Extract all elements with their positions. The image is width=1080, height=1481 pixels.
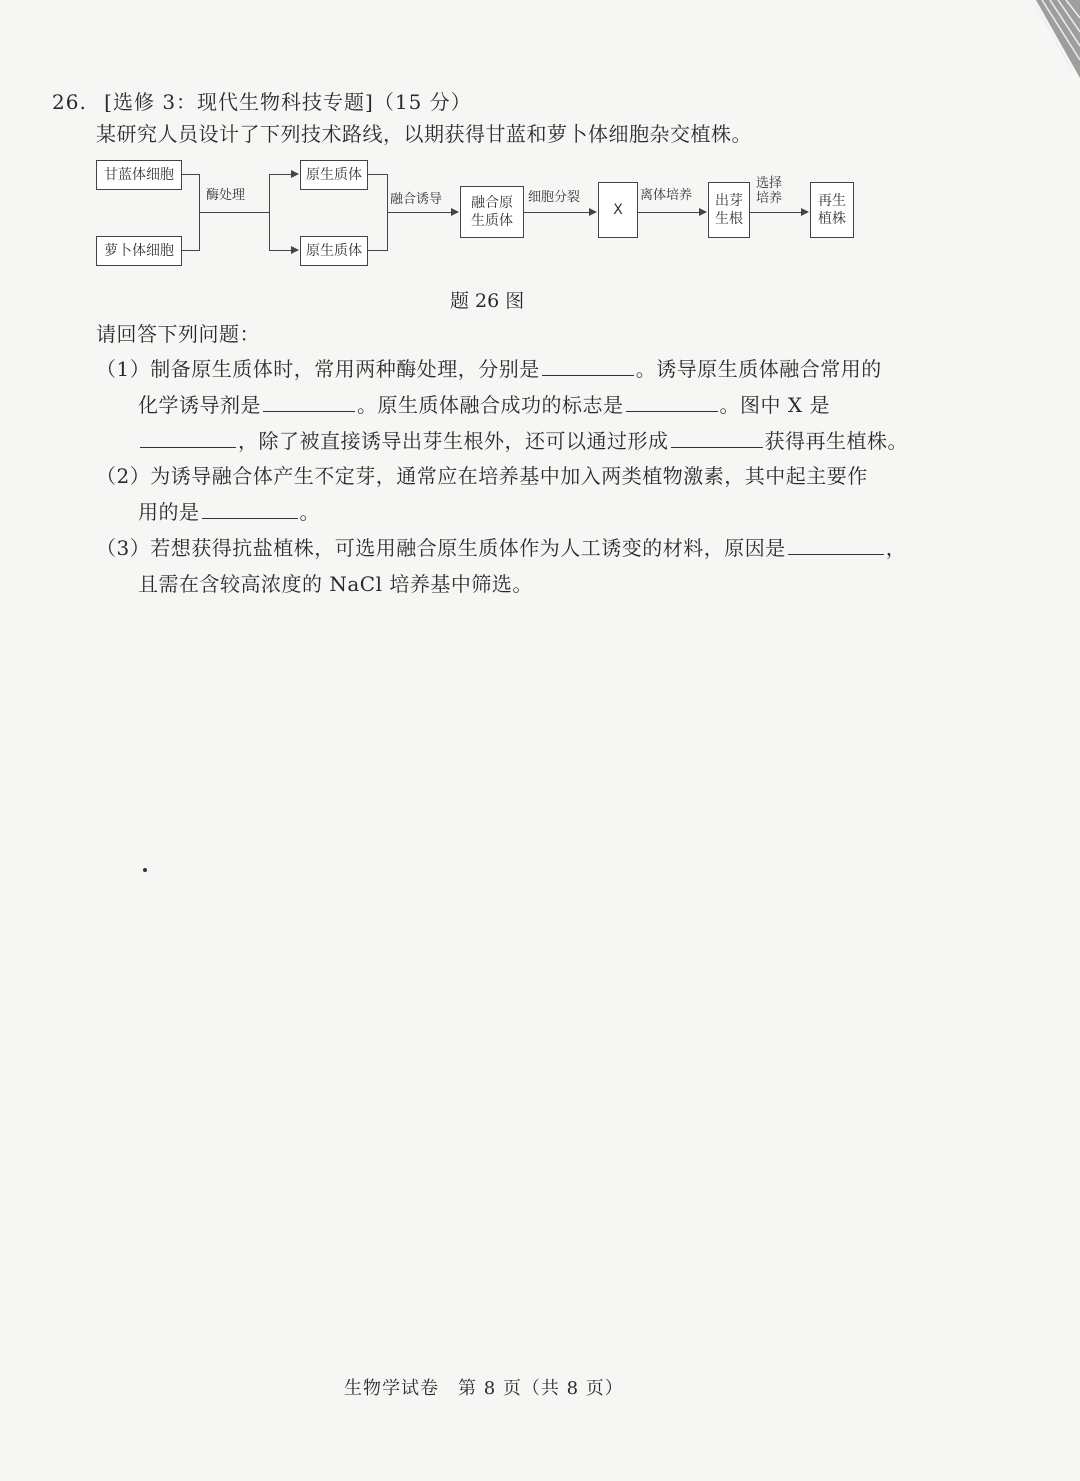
selection-line1: 选择 xyxy=(756,176,783,191)
q2-line1: （2）为诱导融合体产生不定芽，通常应在培养基中加入两类植物激素，其中起主要作 xyxy=(96,464,868,488)
corner-decoration-icon xyxy=(1032,0,1080,80)
q2-line2 xyxy=(138,498,320,526)
question-number: 26. xyxy=(52,90,87,114)
q1-text: 化学诱导剂是 xyxy=(138,393,261,417)
answer-blank[interactable] xyxy=(263,393,355,412)
figure-caption: 题 26 图 xyxy=(450,290,525,312)
cell-division-label: 细胞分裂 xyxy=(528,190,581,205)
enzyme-treatment-label: 酶处理 xyxy=(206,188,246,203)
regen-line2: 植株 xyxy=(818,211,846,227)
q1-line1 xyxy=(96,355,882,383)
sprout-root-box xyxy=(708,182,750,238)
arrow-icon xyxy=(291,246,299,254)
q1-text: ，除了被直接诱导出芽生根外，还可以通过形成 xyxy=(238,429,669,453)
arrow-icon xyxy=(451,208,459,216)
arrow-icon xyxy=(291,170,299,178)
sprout-line2: 生根 xyxy=(715,211,743,227)
arrow-icon xyxy=(699,208,707,216)
radish-cell-box: 萝卜体细胞 xyxy=(96,236,182,266)
fused-protoplast-box xyxy=(460,186,524,238)
selection-line2: 培养 xyxy=(756,191,783,206)
isolated-culture-label: 离体培养 xyxy=(640,188,693,203)
answer-blank[interactable] xyxy=(140,429,236,448)
page-footer: 生物学试卷 第 8 页（共 8 页） xyxy=(344,1378,624,1399)
q1-text: （1）制备原生质体时，常用两种酶处理，分别是 xyxy=(96,357,540,381)
selection-culture-label xyxy=(756,176,782,206)
q1-text: 获得再生植株。 xyxy=(764,429,908,453)
answer-blank[interactable] xyxy=(788,536,884,555)
arrow-icon xyxy=(801,208,809,216)
protoplast-top-box: 原生质体 xyxy=(300,160,368,190)
stray-mark xyxy=(143,868,147,872)
answer-prompt: 请回答下列问题： xyxy=(96,322,260,346)
q2-text: 用的是 xyxy=(138,500,200,524)
cabbage-cell-box: 甘蓝体细胞 xyxy=(96,160,182,190)
answer-blank[interactable] xyxy=(626,393,718,412)
q1-line3 xyxy=(138,427,908,455)
question-title: [选修 3：现代生物科技专题]（15 分） xyxy=(104,90,472,114)
arrow-icon xyxy=(589,208,597,216)
q1-text: 。诱导原生质体融合常用的 xyxy=(635,357,882,381)
q3-line1 xyxy=(96,534,906,562)
q3-text: ， xyxy=(885,536,907,560)
q1-text: 。图中 X 是 xyxy=(719,393,830,417)
answer-blank[interactable] xyxy=(202,500,298,519)
protoplast-bottom-box: 原生质体 xyxy=(300,236,368,266)
answer-blank[interactable] xyxy=(671,429,763,448)
sprout-line1: 出芽 xyxy=(715,193,743,209)
question-header xyxy=(52,86,472,115)
regenerated-plant-box xyxy=(810,182,854,238)
q1-line2 xyxy=(138,391,830,419)
q3-text: （3）若想获得抗盐植株，可选用融合原生质体作为人工诱变的材料，原因是 xyxy=(96,536,786,560)
q2-text: 。 xyxy=(299,500,320,524)
fused-protoplast-line2: 生质体 xyxy=(471,213,513,229)
answer-blank[interactable] xyxy=(542,357,634,376)
x-box: X xyxy=(598,182,638,238)
question-intro: 某研究人员设计了下列技术路线，以期获得甘蓝和萝卜体细胞杂交植株。 xyxy=(96,122,752,146)
fusion-induction-label: 融合诱导 xyxy=(390,192,443,207)
regen-line1: 再生 xyxy=(818,193,846,209)
q1-text: 。原生质体融合成功的标志是 xyxy=(357,393,624,417)
fused-protoplast-line1: 融合原 xyxy=(471,195,513,211)
q3-line2: 且需在含较高浓度的 NaCl 培养基中筛选。 xyxy=(138,572,533,596)
